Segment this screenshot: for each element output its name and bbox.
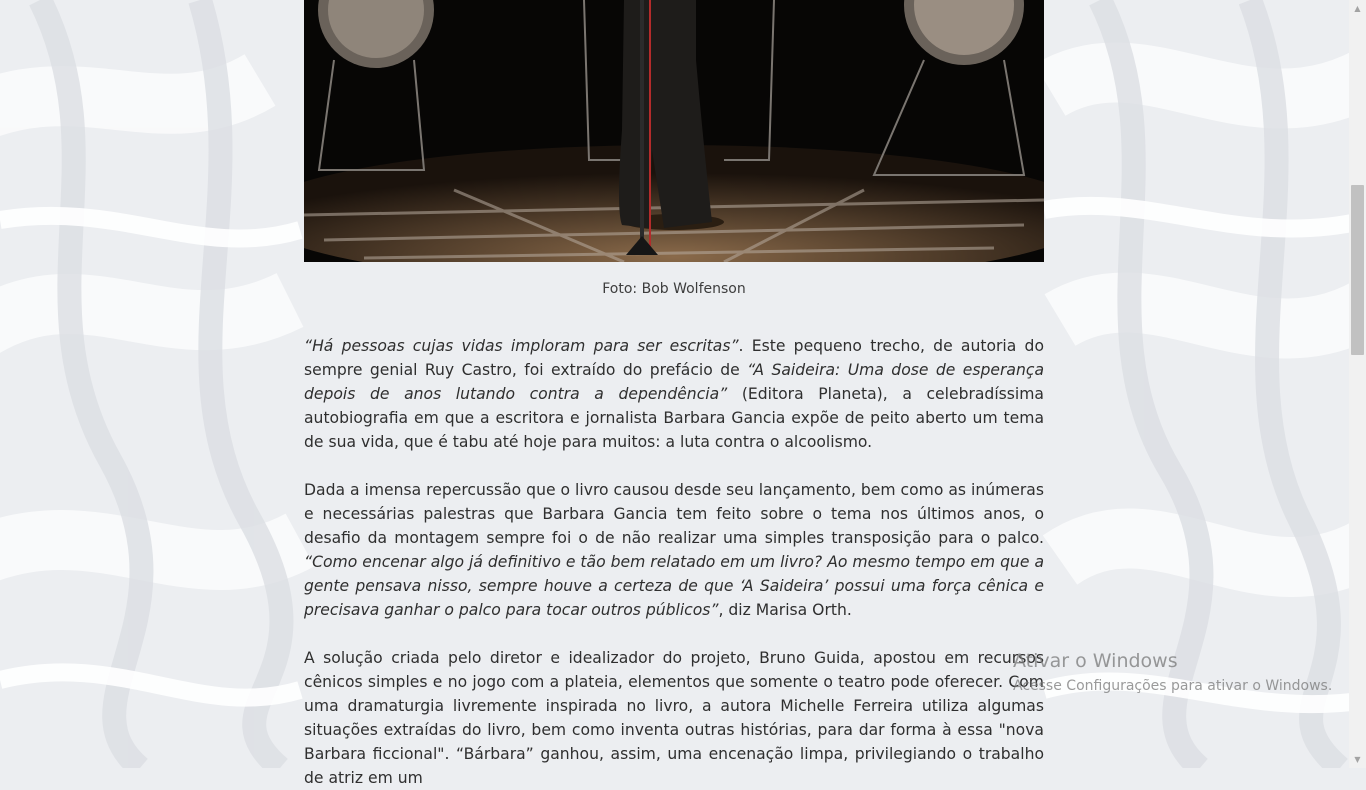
- scroll-down-arrow-icon[interactable]: ▼: [1354, 755, 1361, 764]
- article-paragraph-2: [304, 478, 1044, 622]
- paragraph-2-text: Dada a imensa repercussão que o livro causou desde seu lançamento, bem como as inúmeras e necessárias palestras que Barbara Gancia tem feito sobre o tema nos últimos anos, o desafio da montagem sempre foi o de não realizar uma simples transposição para o palco.: [304, 481, 1044, 547]
- scrollbar-thumb[interactable]: [1351, 185, 1364, 355]
- vertical-scrollbar[interactable]: [1349, 0, 1366, 768]
- article-paragraph-3: A solução criada pelo diretor e idealizador do projeto, Bruno Guida, apostou em recursos cênicos simples e no jogo com a plateia, elementos que somente o teatro pode oferecer. Com uma dramaturgia livremente inspirada no livro, a autora Michelle Ferreira utiliza algumas situações extraídas do livro, bem como inventa outras histórias, para dar forma à essa "nova Barbara ficcional". “Bárbara” ganhou, assim, uma encenação limpa, privilegiando o trabalho de atriz em um: [304, 649, 1044, 787]
- paragraph-1-text-end: (Editora Planeta), a celebradíssima autobiografia em que a escritora e jornalista Barbara Gancia expõe de peito aberto um tema de sua vida, que é tabu até hoje para muitos: a luta contra o alcoolismo.: [304, 385, 1044, 451]
- ruy-castro-quote: “Há pessoas cujas vidas imploram para ser escritas”: [304, 337, 739, 355]
- watermark-subtitle: Acesse Configurações para ativar o Windows.: [1013, 678, 1333, 694]
- marisa-orth-quote: “Como encenar algo já definitivo e tão bem relatado em um livro? Ao mesmo tempo em que a gente pensava nisso, sempre houve a certeza de que ‘A Saideira’ possui uma força cênica e precisava ganhar o palco para tocar outros públicos”: [304, 553, 1044, 619]
- stage-photo: [304, 0, 1044, 262]
- book-title: “A Saideira: Uma dose de esperança depois de anos lutando contra a dependência”: [304, 361, 1044, 403]
- paragraph-2-text-end: , diz Marisa Orth.: [718, 601, 852, 619]
- scroll-up-arrow-icon[interactable]: ▲: [1354, 4, 1361, 13]
- watermark-title: Ativar o Windows: [1013, 650, 1178, 672]
- windows-activation-watermark: [1013, 650, 1332, 694]
- photo-caption: Foto: Bob Wolfenson: [602, 281, 746, 297]
- paragraph-1-text: . Este pequeno trecho, de autoria do sempre genial Ruy Castro, foi extraído do prefácio de: [304, 337, 1044, 379]
- article-paragraph-1: [304, 334, 1044, 454]
